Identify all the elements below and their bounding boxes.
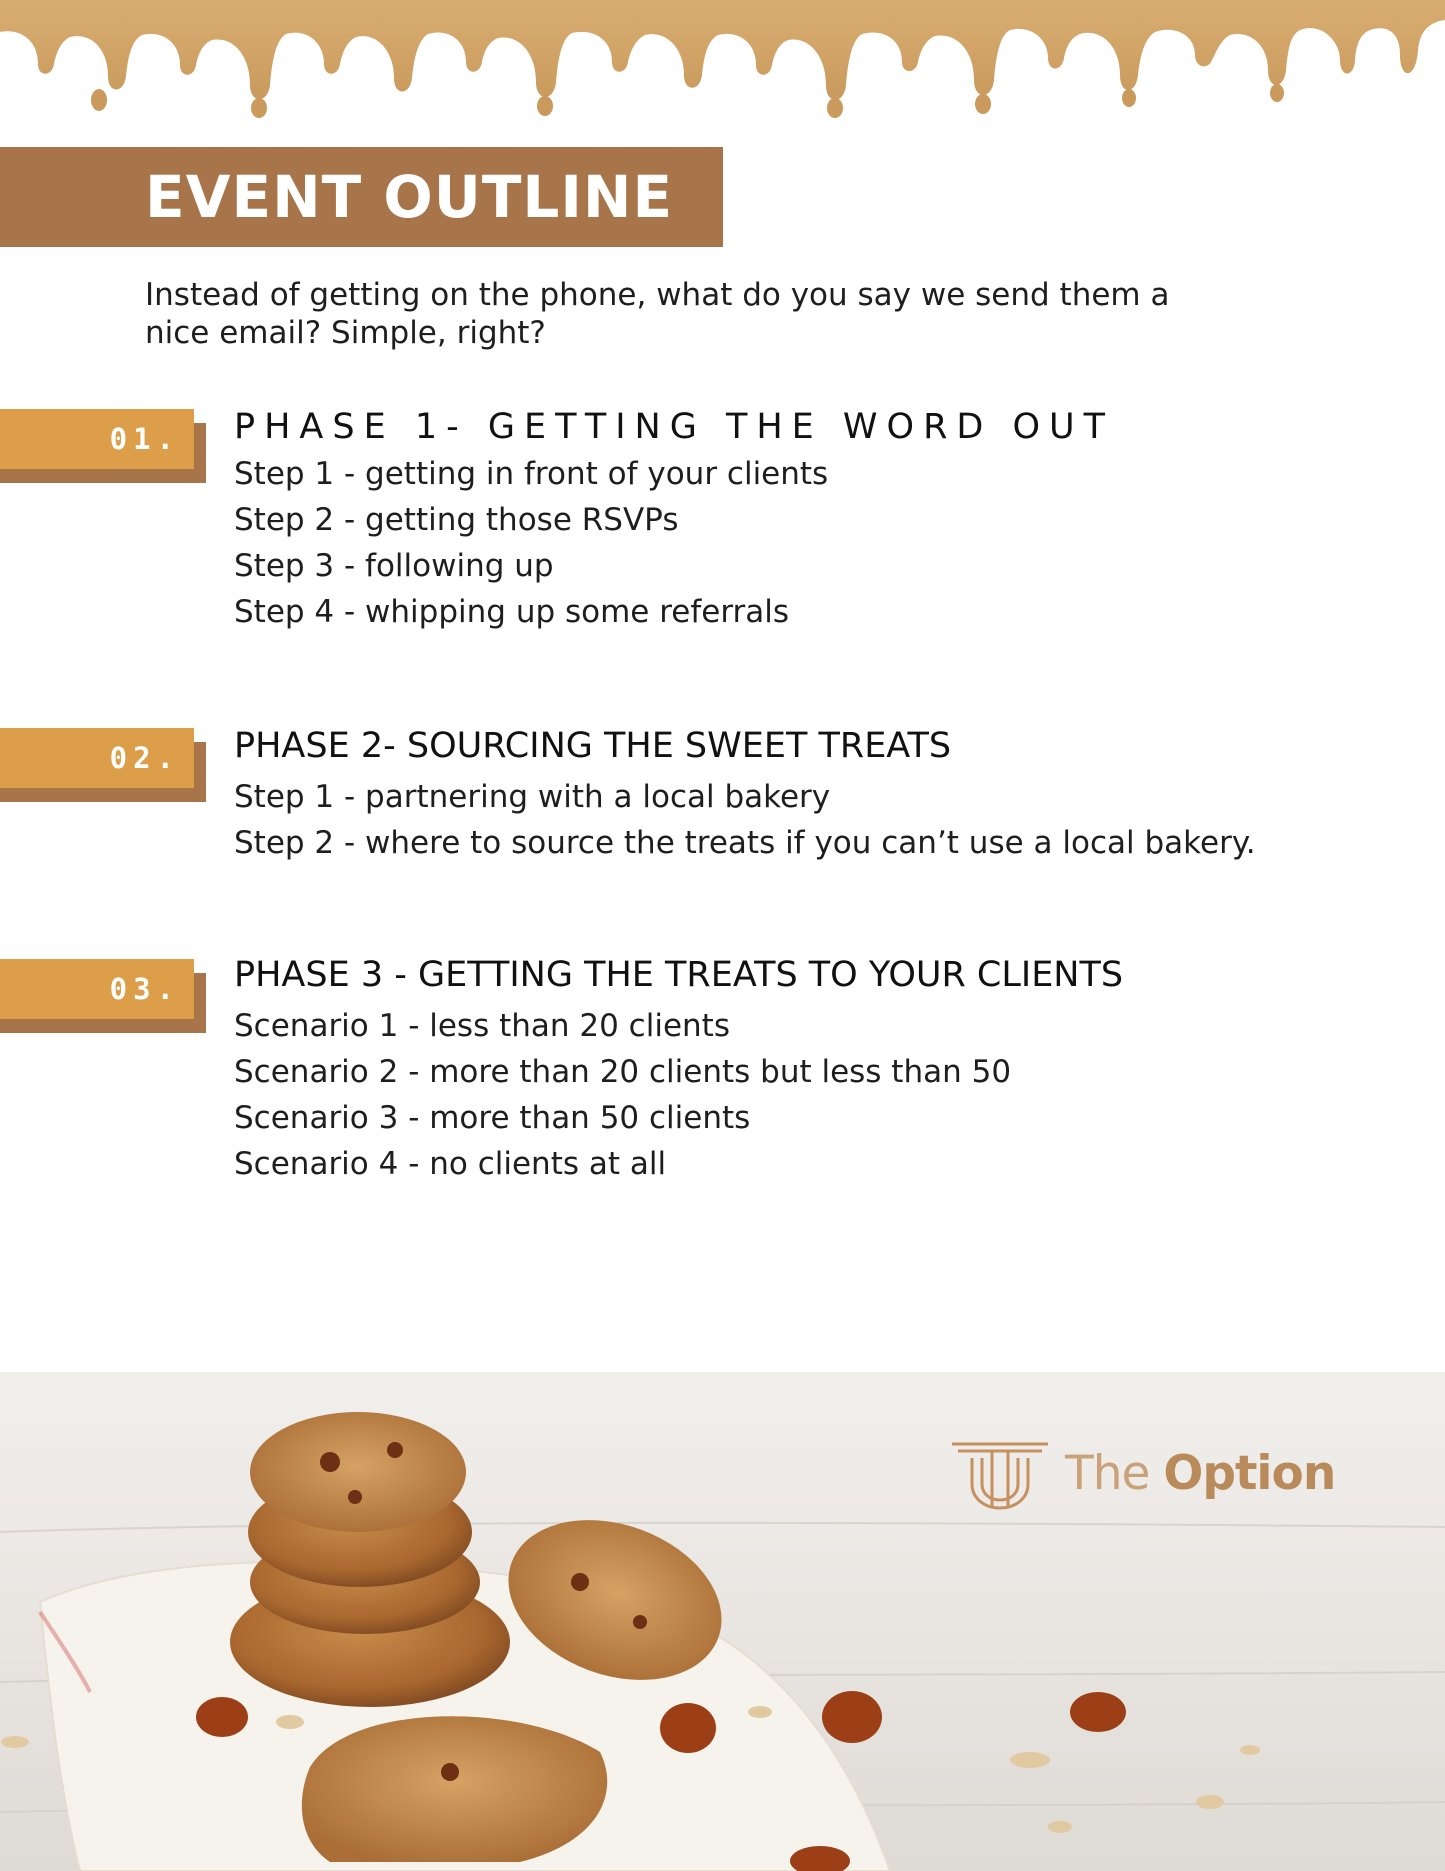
pillar-t-logo-icon <box>950 1440 1050 1512</box>
intro-paragraph <box>145 276 1285 352</box>
phase-1-number: 01. <box>0 409 194 469</box>
phase-1-step-4: Step 4 - whipping up some referrals <box>234 594 790 630</box>
phase-3-scenario-1: Scenario 1 - less than 20 clients <box>234 1008 730 1044</box>
intro-line-1: Instead of getting on the phone, what do you say we send them a <box>145 277 1170 313</box>
phase-3-scenario-2: Scenario 2 - more than 20 clients but less than 50 <box>234 1054 1012 1090</box>
logo-wordmark <box>1065 1446 1335 1501</box>
phase-1-number-tab <box>0 409 206 483</box>
phase-1-step-1: Step 1 - getting in front of your clients <box>234 456 829 492</box>
intro-line-2: nice email? Simple, right? <box>145 315 546 351</box>
phase-2-step-2: Step 2 - where to source the treats if you can’t use a local bakery. <box>234 825 1256 861</box>
phase-3-title: PHASE 3 - GETTING THE TREATS TO YOUR CLIENTS <box>234 955 1124 995</box>
logo-word-the: The <box>1065 1446 1164 1501</box>
caramel-drip-decoration <box>0 0 1445 120</box>
phase-1-title: PHASE 1- GETTING THE WORD OUT <box>234 407 1115 447</box>
phase-1-step-2: Step 2 - getting those RSVPs <box>234 502 679 538</box>
phase-3-scenario-4: Scenario 4 - no clients at all <box>234 1146 667 1182</box>
phase-3-number: 03. <box>0 959 194 1019</box>
phase-1-step-3: Step 3 - following up <box>234 548 554 584</box>
phase-3-scenario-3: Scenario 3 - more than 50 clients <box>234 1100 751 1136</box>
phase-2-title: PHASE 2- SOURCING THE SWEET TREATS <box>234 726 952 766</box>
logo-word-option: Option <box>1163 1446 1336 1501</box>
the-option-logo <box>950 1438 1350 1518</box>
phase-2-step-1: Step 1 - partnering with a local bakery <box>234 779 831 815</box>
phase-2-number: 02. <box>0 728 194 788</box>
page-title: EVENT OUTLINE <box>145 163 674 231</box>
phase-3-number-tab <box>0 959 206 1033</box>
title-banner <box>0 147 723 247</box>
phase-2-number-tab <box>0 728 206 802</box>
